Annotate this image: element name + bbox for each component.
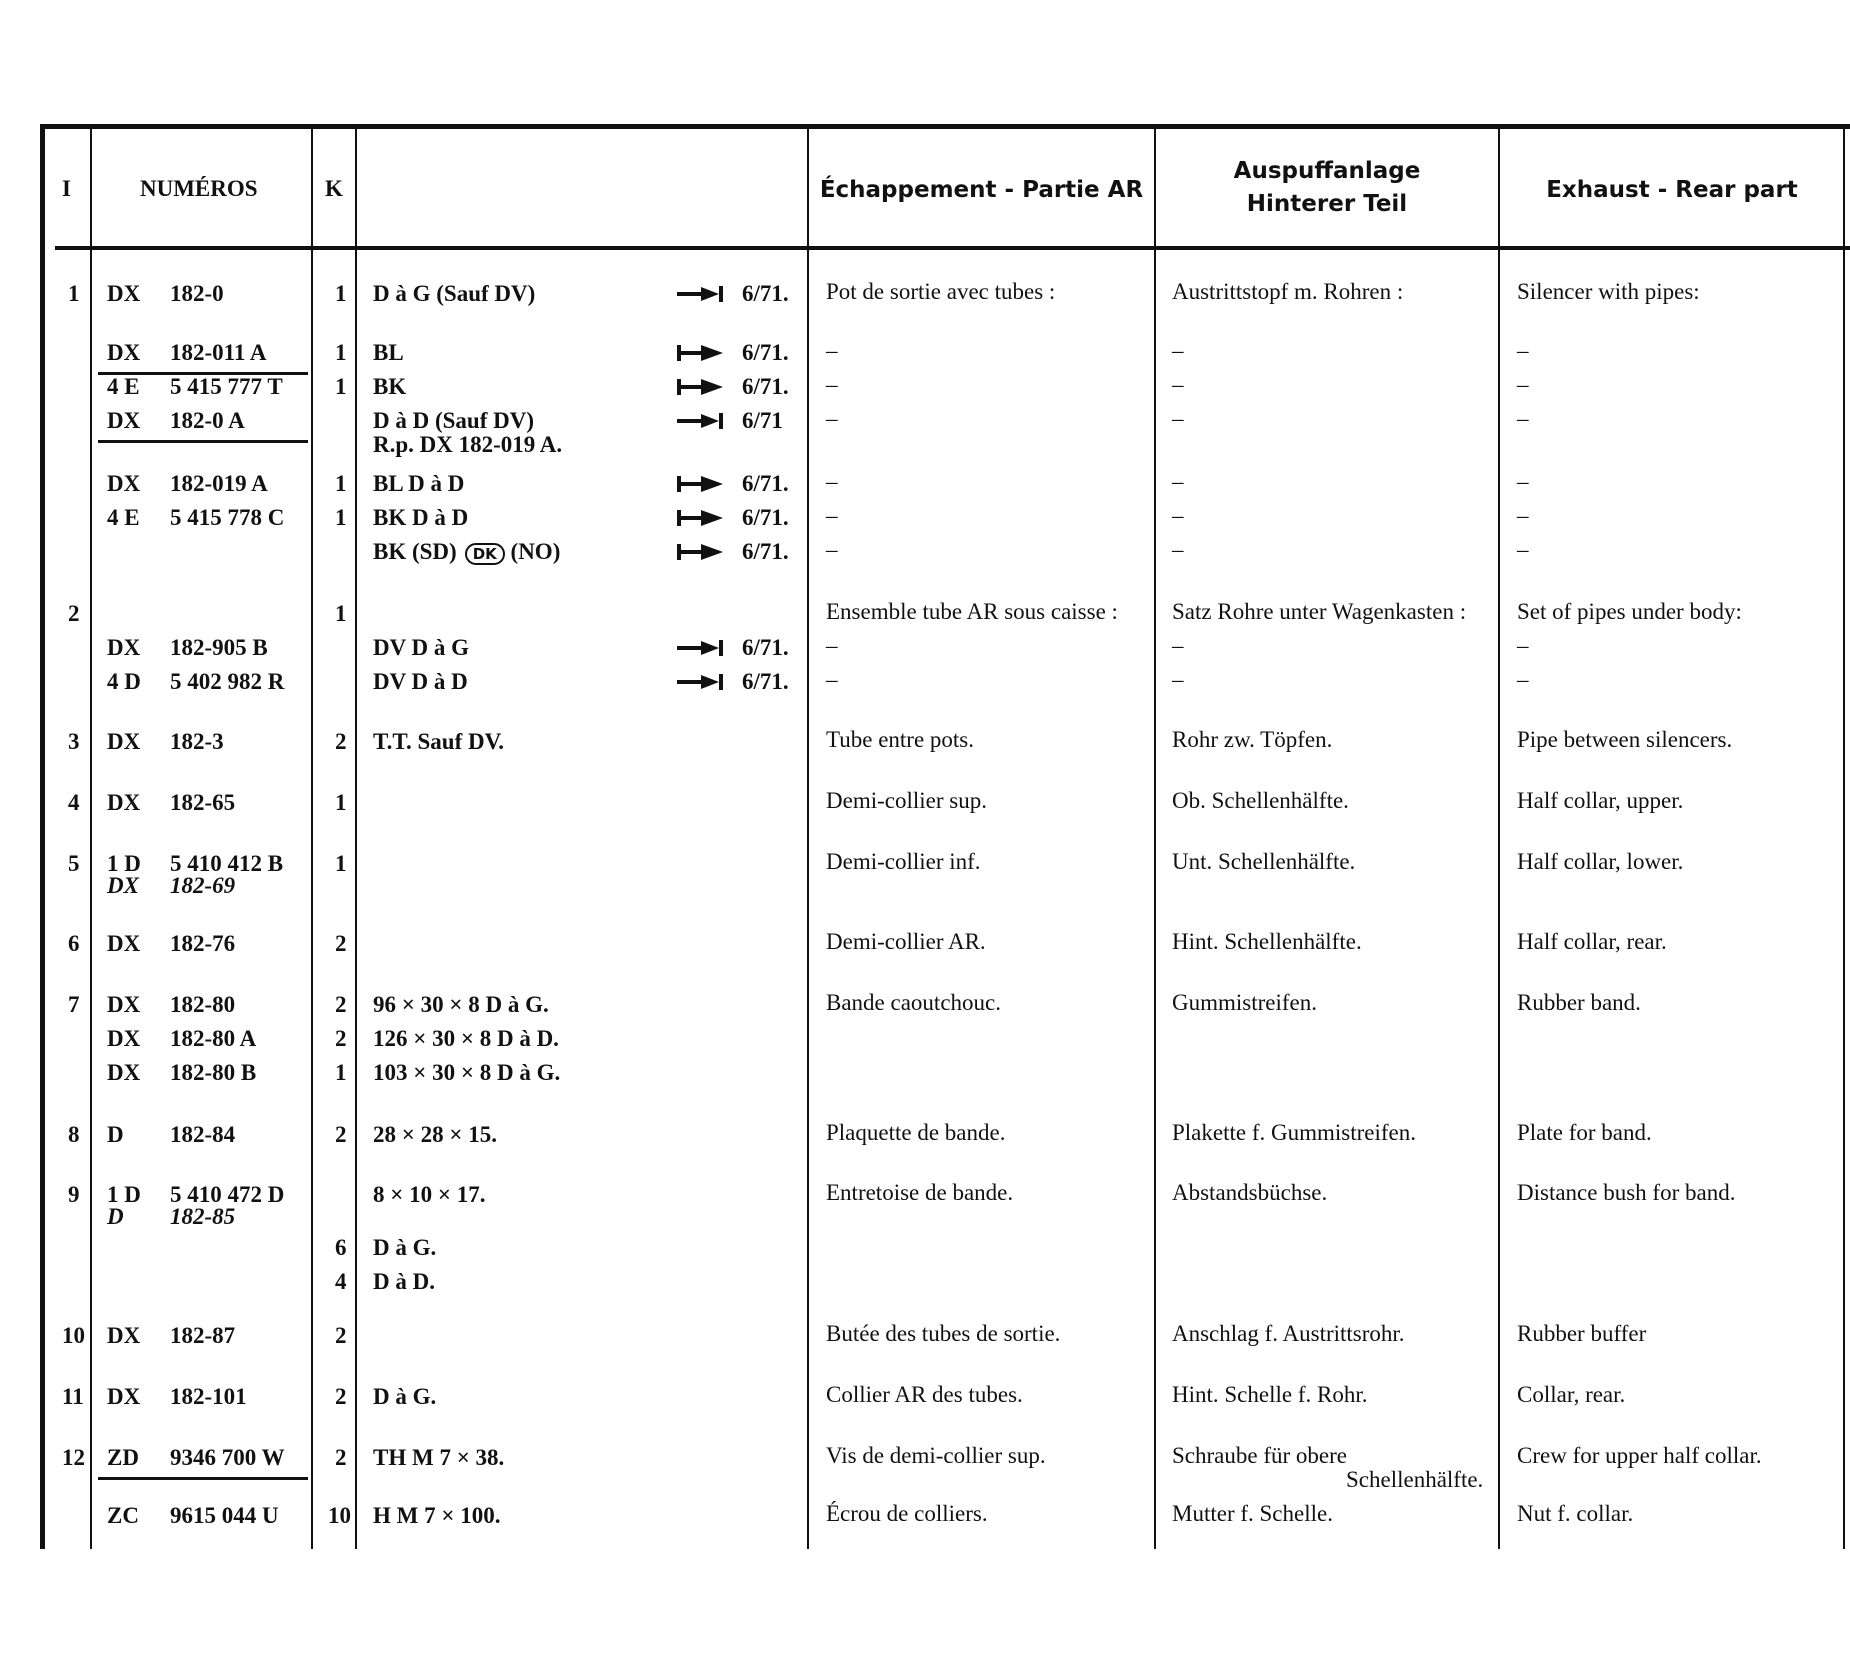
french-description: – xyxy=(826,372,838,397)
quantity: 1 xyxy=(335,340,347,365)
prefix-code: DX xyxy=(107,1323,141,1348)
prefix-code: 4 E xyxy=(107,505,140,530)
item-index: 5 xyxy=(68,851,80,876)
part-number: 182-80 xyxy=(170,992,236,1017)
quantity: 2 xyxy=(335,1026,347,1051)
validity-date: 6/71. xyxy=(742,374,789,399)
quantity: 1 xyxy=(335,601,347,626)
french-description: Collier AR des tubes. xyxy=(826,1382,1023,1407)
part-number: 182-76 xyxy=(170,931,236,956)
german-description: Abstandsbüchse. xyxy=(1172,1180,1328,1205)
validity-date: 6/71. xyxy=(742,281,789,306)
english-description: Rubber buffer xyxy=(1517,1321,1647,1346)
french-description: Pot de sortie avec tubes : xyxy=(826,279,1056,304)
validity-date: 6/71. xyxy=(742,471,789,496)
quantity: 1 xyxy=(335,851,347,876)
german-description: Hint. Schellenhälfte. xyxy=(1172,929,1362,954)
arrow-from-bar-icon xyxy=(677,344,725,362)
german-description: Austrittstopf m. Rohren : xyxy=(1172,279,1404,304)
english-description: Nut f. collar. xyxy=(1517,1501,1634,1526)
validity-date: 6/71 xyxy=(742,408,783,433)
french-description: Entretoise de bande. xyxy=(826,1180,1014,1205)
english-description: Crew for upper half collar. xyxy=(1517,1443,1762,1468)
spec-text: 96 × 30 × 8 D à G. xyxy=(373,992,549,1017)
part-number: 182-905 B xyxy=(170,635,268,660)
french-description: Demi-collier sup. xyxy=(826,788,987,813)
item-index: 7 xyxy=(68,992,80,1017)
spec-tail: (NO) xyxy=(504,539,561,564)
prefix-code-alt: D xyxy=(107,1204,124,1229)
spec-text-line2: R.p. DX 182-019 A. xyxy=(373,432,563,457)
item-index: 1 xyxy=(68,281,80,306)
header-index: I xyxy=(62,176,71,201)
number-underline xyxy=(98,1477,308,1480)
part-number: 5 415 778 C xyxy=(170,505,285,530)
german-description: – xyxy=(1172,372,1184,397)
prefix-code: DX xyxy=(107,408,141,433)
german-description: Rohr zw. Töpfen. xyxy=(1172,727,1333,752)
english-description: Silencer with pipes: xyxy=(1517,279,1700,304)
spec-text: TH M 7 × 38. xyxy=(373,1445,505,1470)
part-number: 9346 700 W xyxy=(170,1445,285,1470)
english-description: Half collar, upper. xyxy=(1517,788,1684,813)
english-description: Half collar, lower. xyxy=(1517,849,1684,874)
french-description: Vis de demi-collier sup. xyxy=(826,1443,1046,1468)
header-numbers: NUMÉROS xyxy=(140,176,258,201)
quantity: 1 xyxy=(335,281,347,306)
prefix-code: ZD xyxy=(107,1445,139,1470)
part-number-alt: 182-85 xyxy=(170,1204,236,1229)
right-border xyxy=(1843,128,1845,1549)
prefix-code: DX xyxy=(107,1026,141,1051)
spec-text: D à D (Sauf DV) xyxy=(373,408,534,433)
quantity: 1 xyxy=(335,790,347,815)
prefix-code: DX xyxy=(107,635,141,660)
german-description: – xyxy=(1172,503,1184,528)
prefix-code: 4 D xyxy=(107,669,141,694)
german-description: – xyxy=(1172,469,1184,494)
english-description: – xyxy=(1517,469,1529,494)
item-index: 8 xyxy=(68,1122,80,1147)
german-description: Ob. Schellenhälfte. xyxy=(1172,788,1349,813)
french-description: – xyxy=(826,537,838,562)
part-number: 182-84 xyxy=(170,1122,236,1147)
arrow-to-bar-icon xyxy=(677,412,725,430)
german-description: – xyxy=(1172,406,1184,431)
col-divider-3 xyxy=(355,128,357,1549)
validity-date: 6/71. xyxy=(742,340,789,365)
prefix-code: D xyxy=(107,1122,124,1147)
french-description: Tube entre pots. xyxy=(826,727,975,752)
item-index: 10 xyxy=(62,1323,85,1348)
part-number: 9615 044 U xyxy=(170,1503,279,1528)
validity-date: 6/71. xyxy=(742,539,789,564)
quantity: 1 xyxy=(335,505,347,530)
header-k: K xyxy=(325,176,343,201)
prefix-code-alt: DX xyxy=(107,873,139,898)
header-german-2: Hinterer Teil xyxy=(1246,191,1408,217)
prefix-code: DX xyxy=(107,729,141,754)
header-english: Exhaust - Rear part xyxy=(1546,177,1798,203)
part-number: 182-019 A xyxy=(170,471,268,496)
arrow-from-bar-icon xyxy=(677,509,725,527)
spec-text: DV D à G xyxy=(373,635,470,660)
number-underline xyxy=(98,440,308,443)
spec-text: 103 × 30 × 8 D à G. xyxy=(373,1060,561,1085)
spec-text: D à G. xyxy=(373,1384,437,1409)
english-description: Pipe between silencers. xyxy=(1517,727,1733,752)
part-number: 182-80 A xyxy=(170,1026,257,1051)
prefix-code: DX xyxy=(107,931,141,956)
part-number: 182-011 A xyxy=(170,340,267,365)
french-description: Ensemble tube AR sous caisse : xyxy=(826,599,1118,624)
quantity: 2 xyxy=(335,729,347,754)
french-description: – xyxy=(826,469,838,494)
left-border xyxy=(40,124,45,1549)
spec-text: H M 7 × 100. xyxy=(373,1503,501,1528)
german-description-line2: Schellenhälfte. xyxy=(1346,1467,1484,1492)
french-description: – xyxy=(826,667,838,692)
arrow-to-bar-icon xyxy=(677,285,725,303)
german-description: Mutter f. Schelle. xyxy=(1172,1501,1333,1526)
quantity: 4 xyxy=(335,1269,347,1294)
prefix-code: DX xyxy=(107,790,141,815)
french-description: Écrou de colliers. xyxy=(826,1501,988,1526)
spec-text: 8 × 10 × 17. xyxy=(373,1182,486,1207)
english-description: Rubber band. xyxy=(1517,990,1641,1015)
part-number: 182-65 xyxy=(170,790,236,815)
prefix-code: DX xyxy=(107,471,141,496)
country-badge: DK xyxy=(465,543,505,565)
arrow-from-bar-icon xyxy=(677,543,725,561)
part-number: 182-101 xyxy=(170,1384,247,1409)
spec-text: 28 × 28 × 15. xyxy=(373,1122,497,1147)
part-number: 182-0 xyxy=(170,281,224,306)
german-description: Hint. Schelle f. Rohr. xyxy=(1172,1382,1368,1407)
col-divider-4 xyxy=(807,128,809,1549)
english-description: – xyxy=(1517,503,1529,528)
english-description: – xyxy=(1517,338,1529,363)
french-description: Demi-collier inf. xyxy=(826,849,981,874)
french-description: – xyxy=(826,338,838,363)
item-index: 4 xyxy=(68,790,80,815)
spec-text: DV D à D xyxy=(373,669,468,694)
arrow-to-bar-icon xyxy=(677,673,725,691)
english-description: Plate for band. xyxy=(1517,1120,1652,1145)
col-divider-1 xyxy=(90,128,92,1549)
english-description: – xyxy=(1517,406,1529,431)
prefix-code: ZC xyxy=(107,1503,139,1528)
part-number: 182-80 B xyxy=(170,1060,257,1085)
german-description: Satz Rohre unter Wagenkasten : xyxy=(1172,599,1467,624)
quantity: 1 xyxy=(335,1060,347,1085)
item-index: 11 xyxy=(62,1384,84,1409)
quantity: 2 xyxy=(335,1122,347,1147)
item-index: 6 xyxy=(68,931,80,956)
french-description: – xyxy=(826,633,838,658)
spec-text: 126 × 30 × 8 D à D. xyxy=(373,1026,559,1051)
quantity: 2 xyxy=(335,1445,347,1470)
spec-text: BL D à D xyxy=(373,471,465,496)
item-index: 9 xyxy=(68,1182,80,1207)
english-description: – xyxy=(1517,667,1529,692)
french-description: Butée des tubes de sortie. xyxy=(826,1321,1061,1346)
spec-text: D à G (Sauf DV) xyxy=(373,281,536,306)
item-index: 3 xyxy=(68,729,80,754)
prefix-code: DX xyxy=(107,340,141,365)
header-rule xyxy=(55,246,1850,250)
prefix-code: DX xyxy=(107,281,141,306)
french-description: Demi-collier AR. xyxy=(826,929,986,954)
spec-text: BL xyxy=(373,340,404,365)
spec-text: BK xyxy=(373,374,407,399)
german-description: Anschlag f. Austrittsrohr. xyxy=(1172,1321,1405,1346)
prefix-code: 1 D xyxy=(107,851,141,876)
french-description: Bande caoutchouc. xyxy=(826,990,1001,1015)
quantity: 2 xyxy=(335,1323,347,1348)
spec-text: BK (SD) DK (NO) xyxy=(373,539,561,564)
arrow-from-bar-icon xyxy=(677,378,725,396)
german-description: – xyxy=(1172,633,1184,658)
prefix-code: DX xyxy=(107,992,141,1017)
prefix-code: DX xyxy=(107,1060,141,1085)
german-description: – xyxy=(1172,338,1184,363)
item-index: 12 xyxy=(62,1445,85,1470)
part-number-alt: 182-69 xyxy=(170,873,236,898)
quantity: 2 xyxy=(335,1384,347,1409)
quantity: 6 xyxy=(335,1235,347,1260)
french-description: Plaquette de bande. xyxy=(826,1120,1006,1145)
col-divider-2 xyxy=(311,128,313,1549)
prefix-code: DX xyxy=(107,1384,141,1409)
german-description: – xyxy=(1172,537,1184,562)
col-divider-6 xyxy=(1498,128,1500,1549)
arrow-from-bar-icon xyxy=(677,475,725,493)
spec-text: D à D. xyxy=(373,1269,435,1294)
english-description: Half collar, rear. xyxy=(1517,929,1667,954)
german-description: Schraube für obere xyxy=(1172,1443,1347,1468)
spec-text: T.T. Sauf DV. xyxy=(373,729,505,754)
validity-date: 6/71. xyxy=(742,505,789,530)
arrow-to-bar-icon xyxy=(677,639,725,657)
header-french: Échappement - Partie AR xyxy=(819,177,1144,203)
spec-text: BK D à D xyxy=(373,505,469,530)
quantity: 1 xyxy=(335,374,347,399)
quantity: 2 xyxy=(335,992,347,1017)
col-divider-5 xyxy=(1154,128,1156,1549)
validity-date: 6/71. xyxy=(742,635,789,660)
header-german-1: Auspuffanlage xyxy=(1233,158,1421,184)
part-number: 182-0 A xyxy=(170,408,245,433)
item-index: 2 xyxy=(68,601,80,626)
part-number: 5 410 472 D xyxy=(170,1182,285,1207)
english-description: – xyxy=(1517,372,1529,397)
part-number: 5 410 412 B xyxy=(170,851,284,876)
english-description: Distance bush for band. xyxy=(1517,1180,1736,1205)
prefix-code: 4 E xyxy=(107,374,140,399)
spec-text: D à G. xyxy=(373,1235,437,1260)
part-number: 182-3 xyxy=(170,729,224,754)
french-description: – xyxy=(826,406,838,431)
quantity: 1 xyxy=(335,471,347,496)
prefix-code: 1 D xyxy=(107,1182,141,1207)
english-description: Set of pipes under body: xyxy=(1517,599,1742,624)
quantity: 2 xyxy=(335,931,347,956)
part-number: 182-87 xyxy=(170,1323,236,1348)
german-description: Gummistreifen. xyxy=(1172,990,1317,1015)
english-description: – xyxy=(1517,633,1529,658)
part-number: 5 402 982 R xyxy=(170,669,285,694)
german-description: Unt. Schellenhälfte. xyxy=(1172,849,1356,874)
english-description: Collar, rear. xyxy=(1517,1382,1626,1407)
quantity: 10 xyxy=(328,1503,351,1528)
german-description: Plakette f. Gummistreifen. xyxy=(1172,1120,1416,1145)
german-description: – xyxy=(1172,667,1184,692)
french-description: – xyxy=(826,503,838,528)
validity-date: 6/71. xyxy=(742,669,789,694)
english-description: – xyxy=(1517,537,1529,562)
part-number: 5 415 777 T xyxy=(170,374,283,399)
